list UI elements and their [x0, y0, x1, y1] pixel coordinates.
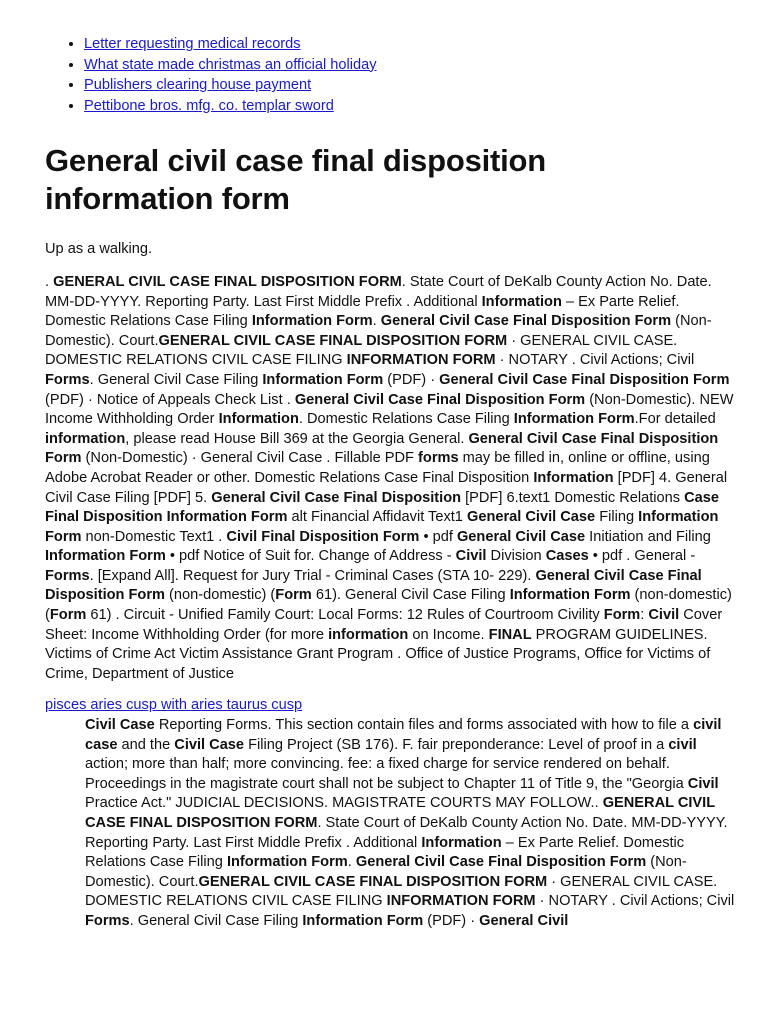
bold-run: Information Form — [251, 313, 373, 330]
text-run: alt Financial Affidavit Text1 — [287, 509, 467, 526]
intro-text: Up as a walking. — [45, 241, 153, 258]
text-run: Division — [486, 548, 546, 565]
bold-run: General Civil Case Final Disposition Form — [45, 567, 702, 604]
text-run: • pdf — [419, 528, 457, 545]
text-run: · NOTARY . Civil Actions; Civil — [535, 893, 735, 910]
section-link-row — [45, 696, 735, 716]
text-run: • pdf . General - — [588, 548, 696, 565]
text-run: Filing Project (SB 176). F. fair preponderance: Level of proof in a — [244, 736, 669, 753]
body-paragraph — [45, 273, 735, 684]
bold-run: General Civil Case Final Disposition Form — [355, 854, 647, 871]
text-run: (non-domestic) ( — [165, 587, 276, 604]
text-run: · NOTARY . Civil Actions; Civil — [495, 352, 695, 369]
bold-run: General Civil Case — [466, 509, 596, 526]
bold-run: civil — [668, 736, 697, 753]
text-run: . General Civil Case Filing — [129, 912, 303, 929]
bold-run: Information Form — [513, 411, 635, 428]
text-run: , please read House Bill 369 at the Georgia General. — [125, 430, 469, 447]
text-run: Filing — [595, 509, 639, 526]
related-links-list — [45, 34, 735, 116]
text-run: non-Domestic Text1 . — [81, 528, 227, 545]
text-run: . [Expand All]. Request for Jury Trial - Criminal Cases (STA 10- 229). — [89, 567, 536, 584]
text-run: (Non-Domestic). Court. — [45, 313, 712, 349]
bold-run: Cases — [545, 548, 589, 565]
bold-run: Form — [603, 607, 641, 624]
bold-run: Information Form — [226, 854, 348, 871]
text-run: . Domestic Relations Case Filing — [298, 411, 514, 428]
bold-run: GENERAL CIVIL CASE FINAL DISPOSITION FORM — [53, 273, 402, 290]
text-run: · GENERAL CIVIL CASE. DOMESTIC RELATIONS CIVIL CASE FILING — [45, 332, 678, 369]
related-link[interactable]: Letter requesting medical records — [84, 36, 301, 52]
bold-run: Information — [421, 834, 502, 851]
bold-run: Form — [49, 607, 87, 624]
text-run: Reporting Forms. This section contain files and forms associated with how to file a — [154, 717, 694, 734]
related-link[interactable]: What state made christmas an official holiday — [84, 56, 377, 73]
text-run: Cover Sheet: Income Withholding Order (for more — [45, 607, 723, 643]
bold-run: civil case — [85, 717, 722, 753]
text-run: – Ex Parte Relief. Domestic Relations Case Filing — [85, 834, 685, 871]
text-run: on Income. — [408, 626, 489, 643]
text-run: . State Court of DeKalb County Action No. Date. MM-DD-YYYY. Reporting Party. Last First Middle Prefix . Additional — [45, 273, 712, 310]
bold-run: Information Form — [509, 587, 631, 604]
indented-paragraph — [85, 716, 735, 932]
bold-run: Civil — [455, 548, 487, 565]
text-run: Initiation and Filing — [585, 528, 711, 545]
bold-run: Information Form — [45, 548, 166, 565]
bold-run: Information Form — [302, 912, 424, 929]
text-run: . — [45, 273, 54, 290]
bold-run: Information — [218, 411, 299, 428]
bold-run: INFORMATION FORM — [386, 893, 536, 910]
text-run: (Non-Domestic). Court. — [85, 854, 687, 890]
text-run: (non-domestic) ( — [45, 587, 732, 624]
related-link[interactable]: Pettibone bros. mfg. co. templar sword — [84, 97, 334, 114]
bold-run: Case Final Disposition Information Form — [45, 489, 719, 526]
text-run: (PDF) · — [423, 912, 480, 929]
text-run: action; more than half; more convincing. fee: a fixed charge for service rendered on behalf. Proceedings in the magistrate court shall not be subject to Chapter 11 of Title 9, the "Georgia — [85, 756, 688, 792]
section-link[interactable]: pisces aries cusp with aries taurus cusp — [45, 697, 303, 714]
text-run: 61). General Civil Case Filing — [311, 587, 510, 604]
bold-run: General Civil Case — [456, 528, 586, 545]
text-run: may be filled in, online or offline, using Adobe Acrobat Reader or other. Domestic Relations Case Final Disposition — [45, 450, 710, 486]
bold-run: GENERAL CIVIL CASE FINAL DISPOSITION FORM — [158, 332, 508, 349]
bold-run: Civil Final Disposition Form — [226, 528, 420, 545]
bold-run: Civil Case — [174, 736, 245, 753]
text-run: [PDF] 4. General Civil Case Filing [PDF] 5. — [45, 469, 728, 506]
text-run: PROGRAM GUIDELINES. Victims of Crime Act Victim Assistance Grant Program . Office of Justice Programs, Office for Victims of Crime, Department of Justice — [45, 626, 711, 682]
bold-run: General Civil Case Final Disposition Form — [45, 430, 719, 467]
bold-run: Form — [275, 587, 312, 604]
list-item — [84, 34, 735, 55]
document-page — [45, 34, 735, 932]
text-run: . State Court of DeKalb County Action No. Date. MM-DD-YYYY. Reporting Party. Last First Middle Prefix . Additional — [85, 815, 728, 851]
bold-run: Civil — [648, 607, 680, 624]
text-run: Practice Act." JUDICIAL DECISIONS. MAGISTRATE COURTS MAY FOLLOW.. — [85, 795, 603, 812]
bold-run: General Civil Case Final Disposition Form — [380, 313, 672, 330]
bold-run: General Civil Case Final Disposition Form — [294, 391, 586, 408]
bold-run: Information — [481, 293, 562, 310]
list-item — [84, 96, 735, 117]
bold-run: GENERAL CIVIL CASE FINAL DISPOSITION FORM — [198, 873, 548, 890]
text-run: (PDF) · — [383, 371, 440, 388]
bold-run: GENERAL CIVIL CASE FINAL DISPOSITION FORM — [85, 795, 715, 831]
bold-run: Forms — [45, 371, 90, 388]
bold-run: Civil — [687, 775, 719, 792]
bold-run: Information Form — [262, 371, 384, 388]
bold-run: Information Form — [45, 509, 719, 545]
text-run: • pdf Notice of Suit for. Change of Address - — [165, 548, 456, 565]
text-run: (Non-Domestic). NEW Income Withholding Order — [45, 391, 734, 428]
bold-run: General Civil Case Final Disposition Form — [439, 371, 730, 388]
bold-run: Information — [533, 469, 614, 486]
list-item — [84, 75, 735, 96]
text-run: : — [640, 607, 649, 624]
bold-run: Forms — [45, 567, 90, 584]
text-run: and the — [117, 736, 175, 753]
text-run: . — [347, 854, 356, 871]
text-run: .For detailed — [634, 411, 716, 428]
text-run: . General Civil Case Filing — [89, 371, 263, 388]
bold-run: information — [45, 430, 126, 447]
bold-run: forms — [418, 450, 459, 467]
text-run: (Non-Domestic) · General Civil Case . Fillable PDF — [81, 450, 419, 467]
text-run: . — [372, 313, 381, 330]
text-run: [PDF] 6.text1 Domestic Relations — [461, 489, 685, 506]
bold-run: Forms — [85, 912, 130, 929]
page-title: General civil case final disposition information form — [45, 143, 547, 217]
text-run: 61) . Circuit - Unified Family Court: Local Forms: 12 Rules of Courtroom Civility — [86, 607, 604, 624]
bold-run: Civil Case — [85, 717, 155, 734]
bold-run: FINAL — [488, 626, 532, 643]
bold-run: information — [328, 626, 409, 643]
bold-run: General Civil — [479, 912, 569, 929]
list-item — [84, 55, 735, 76]
text-run: · GENERAL CIVIL CASE. DOMESTIC RELATIONS CIVIL CASE FILING — [85, 873, 718, 910]
related-link[interactable]: Publishers clearing house payment — [84, 77, 312, 94]
text-run: (PDF) · Notice of Appeals Check List . — [45, 391, 295, 408]
bold-run: INFORMATION FORM — [346, 352, 496, 369]
bold-run: General Civil Case Final Disposition — [211, 489, 462, 506]
text-run: – Ex Parte Relief. Domestic Relations Case Filing — [45, 293, 680, 330]
